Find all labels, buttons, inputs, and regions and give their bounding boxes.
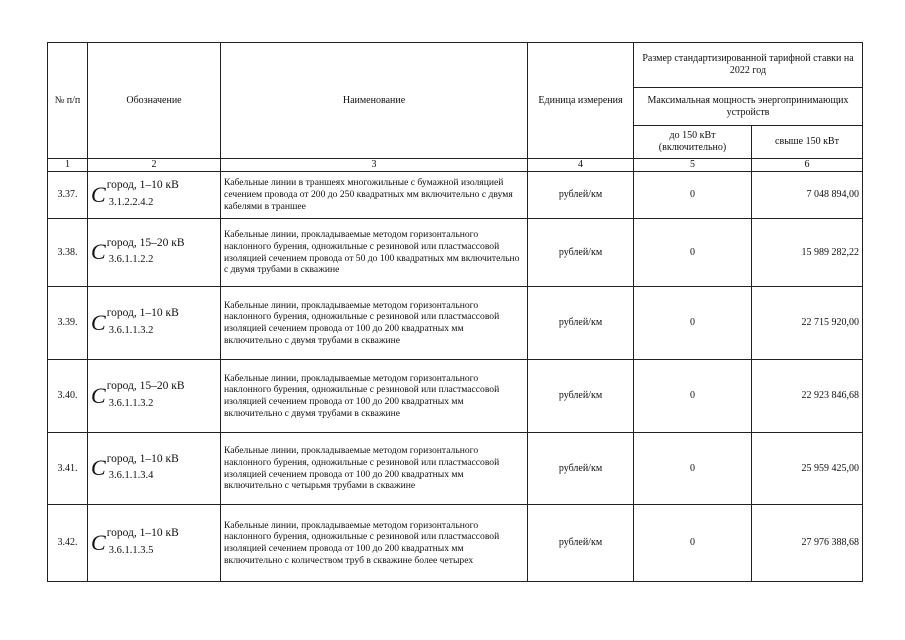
designation-subscript: 3.6.1.1.2.2 [108,254,154,265]
header-max-power: Максимальная мощность энергопринимающих устройств [634,88,863,126]
designation-symbol: C [91,455,106,481]
designation-indices [106,452,179,481]
row-number: 3.37. [48,172,88,219]
unit-of-measure: рублей/км [528,287,634,360]
tariff-table [47,42,863,582]
item-name: Кабельные линии в траншеях многожильные с бумажной изоляцией сечением провода от 200 до 250 квадратных мм включительно с двумя кабелями в траншее [221,172,528,219]
table-row [48,505,863,582]
column-number: 6 [752,159,863,172]
designation-symbol: C [91,309,106,335]
rate-upto-150kw: 0 [634,433,752,505]
rate-over-150kw: 7 048 894,00 [752,172,863,219]
designation-indices [106,236,185,265]
designation-symbol: C [91,181,106,207]
tariff-designation [88,505,221,582]
unit-of-measure: рублей/км [528,172,634,219]
tariff-designation [88,172,221,219]
table-row [48,219,863,287]
unit-of-measure: рублей/км [528,505,634,582]
table-row [48,360,863,433]
rate-upto-150kw: 0 [634,287,752,360]
table-row [48,287,863,360]
row-number: 3.38. [48,219,88,287]
item-name: Кабельные линии, прокладываемые методом горизонтального наклонного бурения, одножильные с резиновой или пластмассовой изоляцией сечением провода от 100 до 200 квадратных мм включительно с четырьмя трубами в скважине [221,433,528,505]
header-rate-size: Размер стандартизированной тарифной ставки на 2022 год [634,43,863,88]
header-designation: Обозначение [88,43,221,159]
tariff-designation [88,219,221,287]
designation-superscript: город, 1–10 кВ [106,527,179,539]
table-row [48,172,863,219]
header-over-150: свыше 150 кВт [752,126,863,159]
row-number: 3.41. [48,433,88,505]
designation-symbol: C [91,382,106,408]
designation-superscript: город, 15–20 кВ [106,236,185,249]
designation-subscript: 3.6.1.1.3.5 [108,544,154,556]
designation-subscript: 3.6.1.1.3.4 [108,470,154,481]
tariff-table-body [48,43,863,582]
item-name: Кабельные линии, прокладываемые методом горизонтального наклонного бурения, одножильные с резиновой или пластмассовой изоляцией сечением провода от 100 до 200 квадратных мм включительно с двумя трубами в скважине [221,287,528,360]
designation-indices [106,380,185,409]
column-number: 4 [528,159,634,172]
column-numbers-row [48,159,863,172]
header-name: Наименование [221,43,528,159]
designation-superscript: город, 1–10 кВ [106,179,179,191]
designation-superscript: город, 1–10 кВ [106,452,179,465]
rate-upto-150kw: 0 [634,505,752,582]
rate-over-150kw: 15 989 282,22 [752,219,863,287]
item-name: Кабельные линии, прокладываемые методом горизонтального наклонного бурения, одножильные с резиновой или пластмассовой изоляцией сечением провода от 50 до 100 квадратных мм включительно с двумя трубами в скважине [221,219,528,287]
designation-subscript: 3.1.2.2.4.2 [108,196,154,208]
column-number: 5 [634,159,752,172]
unit-of-measure: рублей/км [528,360,634,433]
designation-symbol: C [91,239,106,265]
designation-superscript: город, 15–20 кВ [106,380,185,392]
header-unit: Единица измерения [528,43,634,159]
item-name: Кабельные линии, прокладываемые методом горизонтального наклонного бурения, одножильные с резиновой или пластмассовой изоляцией сечением провода от 100 до 200 квадратных мм включительно с двумя трубами в скважине [221,360,528,433]
rate-over-150kw: 27 976 388,68 [752,505,863,582]
header-row-1 [48,43,863,88]
designation-indices [106,307,179,336]
tariff-designation [88,287,221,360]
row-number: 3.39. [48,287,88,360]
designation-indices [106,527,179,556]
rate-over-150kw: 22 715 920,00 [752,287,863,360]
item-name: Кабельные линии, прокладываемые методом горизонтального наклонного бурения, одножильные с резиновой или пластмассовой изоляцией сечением провода от 100 до 200 квадратных мм включительно с количеством труб в скважине более четырех [221,505,528,582]
table-row [48,433,863,505]
row-number: 3.42. [48,505,88,582]
unit-of-measure: рублей/км [528,433,634,505]
column-number: 3 [221,159,528,172]
designation-indices [106,179,179,208]
header-no: № п/п [48,43,88,159]
designation-symbol: C [91,529,106,555]
rate-over-150kw: 22 923 846,68 [752,360,863,433]
rate-upto-150kw: 0 [634,219,752,287]
designation-subscript: 3.6.1.1.3.2 [108,324,154,336]
tariff-designation [88,360,221,433]
rate-upto-150kw: 0 [634,172,752,219]
row-number: 3.40. [48,360,88,433]
rate-over-150kw: 25 959 425,00 [752,433,863,505]
designation-superscript: город, 1–10 кВ [106,307,179,319]
designation-subscript: 3.6.1.1.3.2 [108,397,154,409]
column-number: 2 [88,159,221,172]
unit-of-measure: рублей/км [528,219,634,287]
rate-upto-150kw: 0 [634,360,752,433]
header-upto-150: до 150 кВт (включительно) [634,126,752,159]
column-number: 1 [48,159,88,172]
tariff-designation [88,433,221,505]
